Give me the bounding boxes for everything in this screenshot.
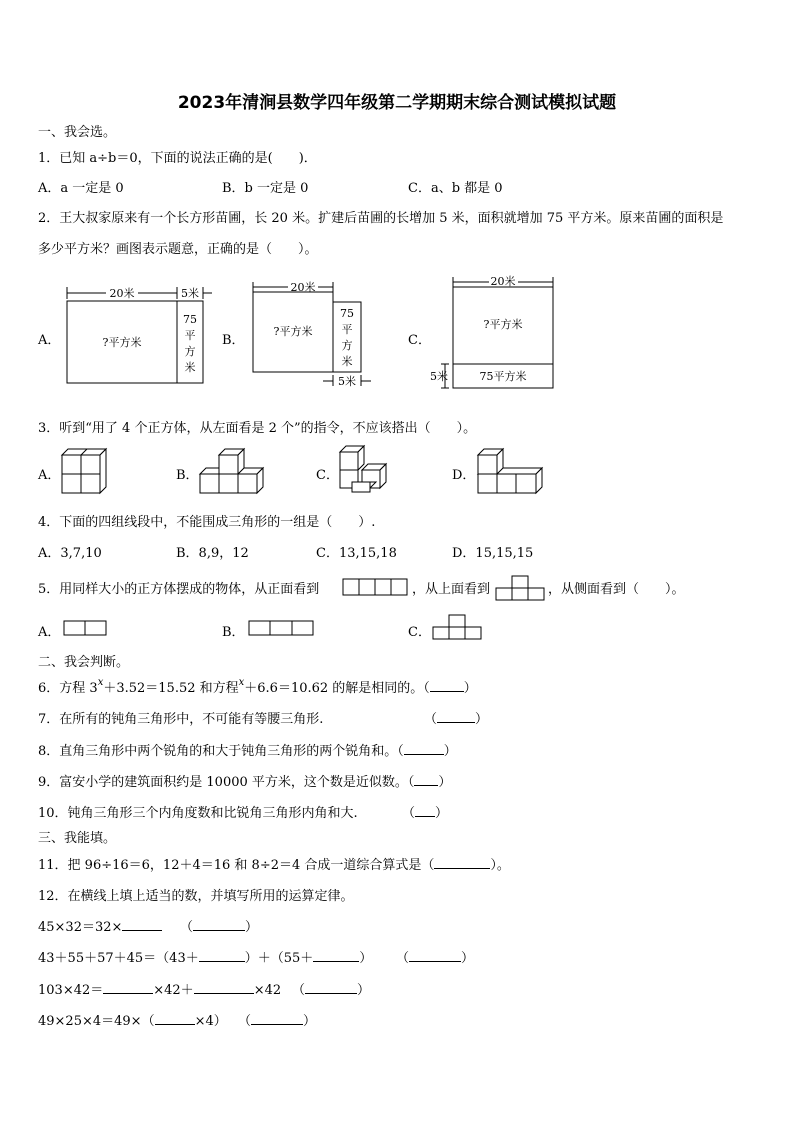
question-10-answer-blank[interactable] xyxy=(415,805,435,817)
diagram-b-ping: 平 xyxy=(341,323,353,336)
question-3-stem: 3．听到“用了 4 个正方体，从左面看是 2 个”的指令，不应该搭出（ ）。 xyxy=(38,421,477,436)
question-7-close: ） xyxy=(475,712,489,727)
question-12-row-2 xyxy=(38,947,372,966)
question-10-open: （ xyxy=(402,806,416,821)
row-2-close: ） xyxy=(461,951,475,966)
question-4-option-c[interactable]: C．13,15,18 xyxy=(316,546,397,561)
question-6-close: ） xyxy=(463,681,477,696)
row-2-open: （ xyxy=(396,951,410,966)
diagram-b-len-5: 5米 xyxy=(338,375,356,388)
question-11-close: ）。 xyxy=(490,858,510,873)
row-2-expression-a: 43＋55＋57＋45＝（43＋ xyxy=(38,951,199,966)
row-4-law-blank[interactable] xyxy=(251,1013,303,1025)
question-9-close: ） xyxy=(438,775,452,790)
question-10-answer xyxy=(402,802,448,821)
diagram-b-mi: 米 xyxy=(341,355,353,368)
question-12-row-1-law xyxy=(180,916,258,935)
diagram-b-75: 75 xyxy=(340,307,354,320)
question-5-option-c[interactable]: C． xyxy=(408,625,431,640)
question-6-text-1: 6．方程 3 xyxy=(38,681,98,696)
question-4-stem: 4．下面的四组线段中，不能围成三角形的一组是（ ）. xyxy=(38,515,376,530)
question-2-line-2: 多少平方米？画图表示题意，正确的是（ ）。 xyxy=(38,242,318,257)
diagram-c-len-20: 20米 xyxy=(490,275,516,288)
row-1-open: （ xyxy=(180,920,194,935)
diagram-a-75: 75 xyxy=(183,313,197,326)
question-2-option-c[interactable]: C． xyxy=(408,333,431,348)
question-5-part-1: 5．用同样大小的正方体摆成的物体，从正面看到 xyxy=(38,582,320,597)
question-12-row-4-law xyxy=(238,1010,316,1029)
question-9-stem: 9．富安小学的建筑面积约是 10000 平方米，这个数是近似数。（ xyxy=(38,775,415,790)
question-10-close: ） xyxy=(435,806,449,821)
question-4-option-a[interactable]: A．3,7,10 xyxy=(38,546,102,561)
row-4-expression-a: 49×25×4＝49×（ xyxy=(38,1014,155,1029)
row-4-close: ） xyxy=(303,1014,317,1029)
side-view-option-c[interactable] xyxy=(433,615,481,639)
question-3-option-c[interactable]: C． xyxy=(316,468,339,483)
diagram-b-unknown-area: ?平方米 xyxy=(273,325,313,338)
row-3-blank-1[interactable] xyxy=(103,982,153,994)
question-3-option-b[interactable]: B． xyxy=(176,468,199,483)
question-12-row-1 xyxy=(38,916,162,935)
question-5-option-a[interactable]: A． xyxy=(38,625,61,640)
question-12-stem: 12．在横线上填上适当的数，并填写所用的运算定律。 xyxy=(38,889,354,904)
question-1-stem: 1．已知 a÷b＝0，下面的说法正确的是( )． xyxy=(38,151,317,166)
section-heading-1: 一、我会选。 xyxy=(38,125,117,140)
row-3-expression-a: 103×42＝ xyxy=(38,983,104,998)
question-6 xyxy=(38,677,477,696)
question-6-text-2: ＋3.52＝15.52 和方程 xyxy=(103,681,239,696)
question-10-stem: 10．钝角三角形三个内角度数和比锐角三角形内角和大. xyxy=(38,806,358,821)
row-2-law-blank[interactable] xyxy=(409,950,461,962)
question-5-option-b[interactable]: B． xyxy=(222,625,245,640)
question-11-answer-blank[interactable] xyxy=(434,857,490,869)
diagram-b-len-20: 20米 xyxy=(290,281,316,294)
side-view-option-b[interactable] xyxy=(249,621,313,635)
row-4-open: （ xyxy=(238,1014,252,1029)
question-6-text-3: ＋6.6＝10.62 的解是相同的。（ xyxy=(244,681,430,696)
question-7-open: （ xyxy=(424,712,438,727)
question-2-option-b[interactable]: B． xyxy=(222,333,245,348)
question-8-close: ） xyxy=(443,744,457,759)
row-3-expression-c: ×42 xyxy=(253,983,282,998)
diagram-a-unknown-area: ?平方米 xyxy=(102,336,142,349)
question-4-option-d[interactable]: D．15,15,15 xyxy=(452,546,534,561)
question-7-answer-blank[interactable] xyxy=(437,711,475,723)
question-12-row-3-law xyxy=(292,979,370,998)
variable-x: x xyxy=(97,677,104,688)
page-title: 2023年清涧县数学四年级第二学期期末综合测试模拟试题 xyxy=(177,93,617,113)
section-heading-2: 二、我会判断。 xyxy=(38,655,130,670)
diagram-c-unknown-area: ?平方米 xyxy=(483,318,523,331)
question-2-option-a[interactable]: A． xyxy=(38,333,61,348)
question-9-answer-blank[interactable] xyxy=(414,774,438,786)
question-5-part-3: ，从侧面看到（ ）。 xyxy=(548,582,685,597)
question-8-answer-blank[interactable] xyxy=(404,743,444,755)
question-1-option-a[interactable]: A．a 一定是 0 xyxy=(38,181,124,196)
row-2-expression-c: ） xyxy=(359,951,373,966)
question-3-option-a[interactable]: A． xyxy=(38,468,61,483)
row-1-close: ） xyxy=(245,920,259,935)
top-view-figure xyxy=(496,576,544,600)
diagram-a-ping: 平 xyxy=(184,329,196,342)
question-7-answer xyxy=(424,708,488,727)
question-6-answer-blank[interactable] xyxy=(430,680,464,692)
row-2-expression-b: ）＋（55＋ xyxy=(244,951,314,966)
question-3-option-d[interactable]: D． xyxy=(452,468,476,483)
question-11-stem: 11．把 96÷16＝6，12＋4＝16 和 8÷2＝4 合成一道综合算式是（ xyxy=(38,858,435,873)
question-7-stem: 7．在所有的钝角三角形中，不可能有等腰三角形. xyxy=(38,712,324,727)
row-3-open: （ xyxy=(292,983,306,998)
diagram-a-len-20: 20米 xyxy=(109,287,135,300)
row-2-blank-2[interactable] xyxy=(313,950,359,962)
diagram-a-len-5: 5米 xyxy=(181,287,199,300)
row-3-close: ） xyxy=(357,983,371,998)
question-8-stem: 8．直角三角形中两个锐角的和大于钝角三角形的两个锐角和。（ xyxy=(38,744,404,759)
row-3-law-blank[interactable] xyxy=(305,982,357,994)
row-4-blank-1[interactable] xyxy=(155,1013,195,1025)
question-2-line-1: 2．王大叔家原来有一个长方形苗圃，长 20 米。扩建后苗圃的长增加 5 米，面积就增加 75 平方米。原来苗圃的面积是 xyxy=(38,211,724,226)
diagram-a-mi: 米 xyxy=(184,361,196,374)
question-11 xyxy=(38,854,510,873)
question-12-row-4 xyxy=(38,1010,227,1029)
row-4-expression-b: ×4） xyxy=(194,1014,227,1029)
row-2-blank-1[interactable] xyxy=(199,950,245,962)
diagram-a-fang: 方 xyxy=(184,345,196,358)
question-1-option-c[interactable]: C．a、b 都是 0 xyxy=(408,181,503,196)
row-1-expression: 45×32＝32× xyxy=(38,920,123,935)
row-3-expression-b: ×42＋ xyxy=(153,983,194,998)
question-4-option-b[interactable]: B．8,9，12 xyxy=(176,546,249,561)
question-1-option-b[interactable]: B．b 一定是 0 xyxy=(222,181,309,196)
variable-x: x xyxy=(238,677,245,688)
question-12-row-2-law xyxy=(396,947,474,966)
question-12-row-3 xyxy=(38,979,281,998)
diagram-c-area-75: 75平方米 xyxy=(479,370,527,383)
question-8 xyxy=(38,740,457,759)
front-view-figure xyxy=(343,579,407,595)
question-9 xyxy=(38,771,451,790)
section-heading-3: 三、我能填。 xyxy=(38,831,117,846)
question-5-part-2: ，从上面看到 xyxy=(412,582,491,597)
row-1-number-blank[interactable] xyxy=(122,919,162,931)
row-3-blank-2[interactable] xyxy=(194,982,254,994)
row-1-law-blank[interactable] xyxy=(193,919,245,931)
diagram-c-len-5: 5米 xyxy=(430,370,448,383)
side-view-option-a[interactable] xyxy=(64,621,106,635)
diagram-b-fang: 方 xyxy=(341,339,353,352)
